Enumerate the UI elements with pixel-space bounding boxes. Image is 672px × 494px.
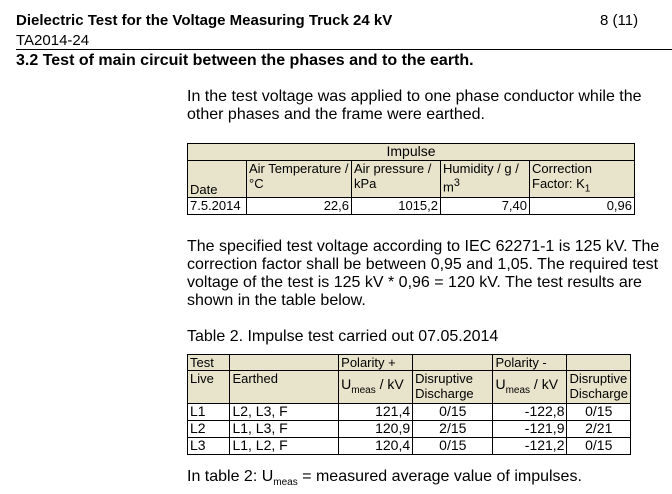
header-disruptive-positive: Disruptive Discharge — [413, 371, 493, 404]
header-date: Date — [188, 161, 247, 198]
intro-paragraph: In the test voltage was applied to one phase conductor while the other phases and the frame were earthed. — [187, 88, 642, 123]
cell-discharge-positive: 2/15 — [413, 421, 493, 438]
cell-live: L3 — [188, 438, 230, 455]
header-polarity-positive: Polarity + — [339, 355, 413, 371]
cell-live: L2 — [188, 421, 230, 438]
header-test-blank — [230, 355, 339, 371]
document-title: Dielectric Test for the Voltage Measuring Truck 24 kV — [16, 12, 393, 29]
correction-subscript: 1 — [584, 183, 591, 195]
cell-discharge-negative: 0/15 — [567, 438, 631, 455]
cell-date: 7.5.2014 — [188, 198, 247, 215]
cell-discharge-negative: 0/15 — [567, 404, 631, 421]
table-row — [188, 404, 631, 421]
cell-umeas-negative: -121,9 — [493, 421, 567, 438]
header-negative-blank — [567, 355, 631, 371]
header-polarity-negative: Polarity - — [493, 355, 567, 371]
cell-humidity: 7,40 — [441, 198, 530, 215]
footnote-prefix: In table 2: U — [187, 468, 274, 485]
section-heading: 3.2 Test of main circuit between the phases and to the earth. — [16, 52, 474, 69]
header-positive-blank — [413, 355, 493, 371]
footnote-subscript: meas — [273, 477, 298, 489]
cell-discharge-negative: 2/21 — [567, 421, 631, 438]
cell-earthed: L1, L3, F — [230, 421, 339, 438]
impulse-results-table — [187, 354, 631, 455]
impulse-conditions-table — [187, 143, 635, 215]
header-earthed: Earthed — [230, 371, 339, 404]
table2-caption: Table 2. Impulse test carried out 07.05.2014 — [187, 328, 499, 345]
test-voltage-paragraph: The specified test voltage according to IEC 62271-1 is 125 kV. The correction factor shall be between 0,95 and 1,05. The required test voltage of the test is 125 kV * 0,96 = 120 kV. The test results are shown in the table below. — [187, 238, 660, 309]
header-test: Test — [188, 355, 230, 371]
cell-earthed: L2, L3, F — [230, 404, 339, 421]
table1-title: Impulse — [188, 144, 635, 161]
header-correction-factor — [530, 161, 635, 198]
umeas-unit: / kV — [530, 376, 559, 392]
umeas-subscript: meas — [351, 384, 376, 396]
header-umeas-positive — [339, 371, 413, 404]
cell-umeas-negative: -122,8 — [493, 404, 567, 421]
cell-umeas-negative: -121,2 — [493, 438, 567, 455]
correction-label: Correction Factor: K — [532, 161, 592, 191]
cell-umeas-positive: 120,9 — [339, 421, 413, 438]
cell-umeas-positive: 121,4 — [339, 404, 413, 421]
header-humidity — [441, 161, 530, 198]
cell-air-temperature: 22,6 — [247, 198, 352, 215]
footnote-suffix: = measured average value of impulses. — [297, 468, 582, 485]
cell-discharge-positive: 0/15 — [413, 438, 493, 455]
header-disruptive-negative: Disruptive Discharge — [567, 371, 631, 404]
cell-umeas-positive: 120,4 — [339, 438, 413, 455]
table-row — [188, 421, 631, 438]
header-umeas-negative — [493, 371, 567, 404]
umeas-unit: / kV — [375, 376, 404, 392]
umeas-symbol: U — [341, 376, 352, 392]
document-code: TA2014-24 — [16, 32, 90, 49]
header-air-pressure: Air pressure / kPa — [352, 161, 441, 198]
header-live: Live — [188, 371, 230, 404]
cell-earthed: L1, L2, F — [230, 438, 339, 455]
humidity-label: Humidity / g / m — [443, 161, 519, 195]
page-number: 8 (11) — [600, 12, 639, 29]
cell-live: L1 — [188, 404, 230, 421]
umeas-symbol: U — [495, 376, 506, 392]
cell-air-pressure: 1015,2 — [352, 198, 441, 215]
cell-discharge-positive: 0/15 — [413, 404, 493, 421]
cell-correction-factor: 0,96 — [530, 198, 635, 215]
table-row — [188, 438, 631, 455]
table2-footnote — [187, 468, 582, 488]
header-air-temperature: Air Temperature / °C — [247, 161, 352, 198]
header-rule — [16, 49, 672, 50]
humidity-superscript: 3 — [453, 177, 460, 189]
umeas-subscript: meas — [505, 384, 531, 396]
